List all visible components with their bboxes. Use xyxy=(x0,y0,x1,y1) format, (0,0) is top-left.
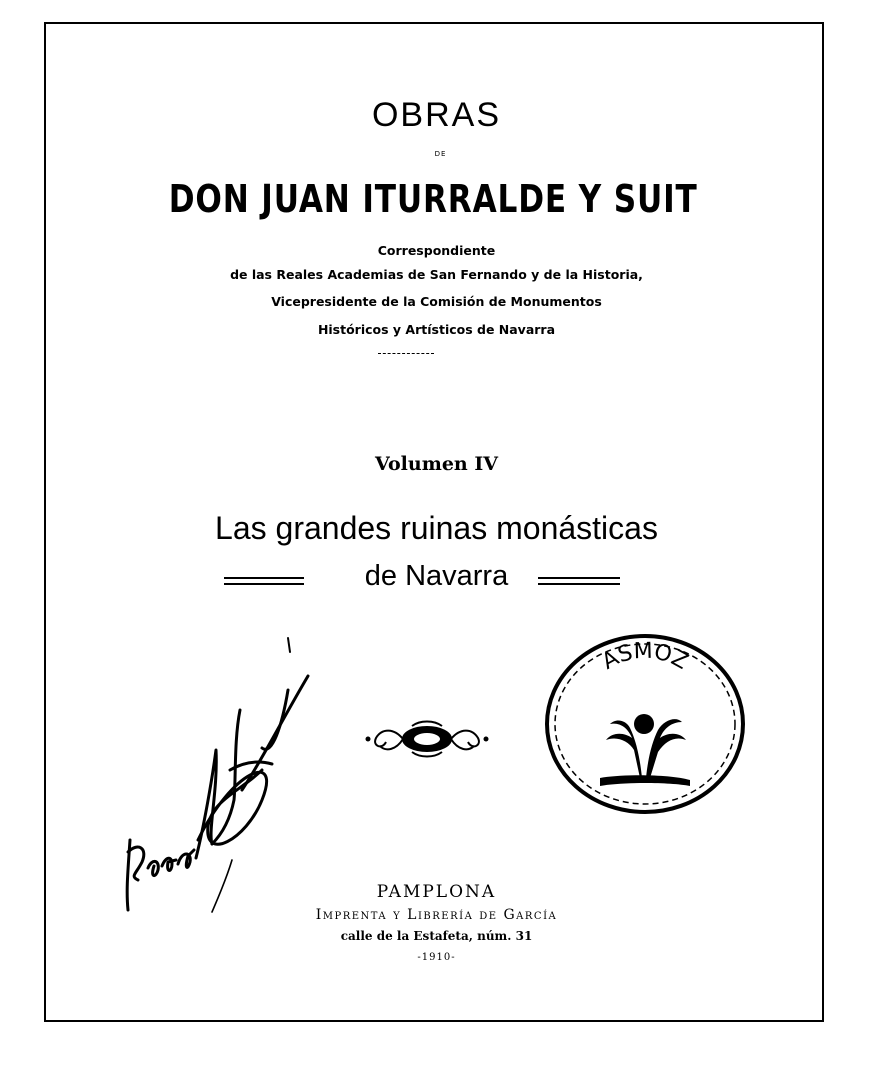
imprint-city: PAMPLONA xyxy=(376,882,497,902)
preposition-de: DE xyxy=(434,150,447,158)
credential-line-2: de las Reales Academias de San Fernando y de la Historia, xyxy=(230,267,643,282)
dotted-divider xyxy=(378,353,434,354)
volume-label: Volumen IV xyxy=(375,453,498,475)
imprint-printer: Imprenta y Librería de García xyxy=(315,907,558,923)
works-heading: OBRAS xyxy=(371,96,502,134)
credential-line-3: Vicepresidente de la Comisión de Monumentos xyxy=(271,294,602,309)
book-title-line-2: de Navarra xyxy=(364,560,509,592)
library-stamp xyxy=(540,628,750,818)
credential-line-4: Históricos y Artísticos de Navarra xyxy=(317,322,556,337)
stamp-label: ASMOZ xyxy=(597,638,693,675)
book-title-line-1: Las grandes ruinas monásticas xyxy=(215,510,658,546)
handwritten-signature xyxy=(112,630,322,920)
credential-line-1: Correspondiente xyxy=(377,243,496,258)
imprint-year: -1910- xyxy=(417,952,456,963)
double-rule-right xyxy=(538,577,620,585)
imprint-address: calle de la Estafeta, núm. 31 xyxy=(340,929,533,943)
author-name: DON JUAN ITURRALDE Y SUIT xyxy=(168,177,698,221)
decorative-ornament xyxy=(364,718,490,760)
